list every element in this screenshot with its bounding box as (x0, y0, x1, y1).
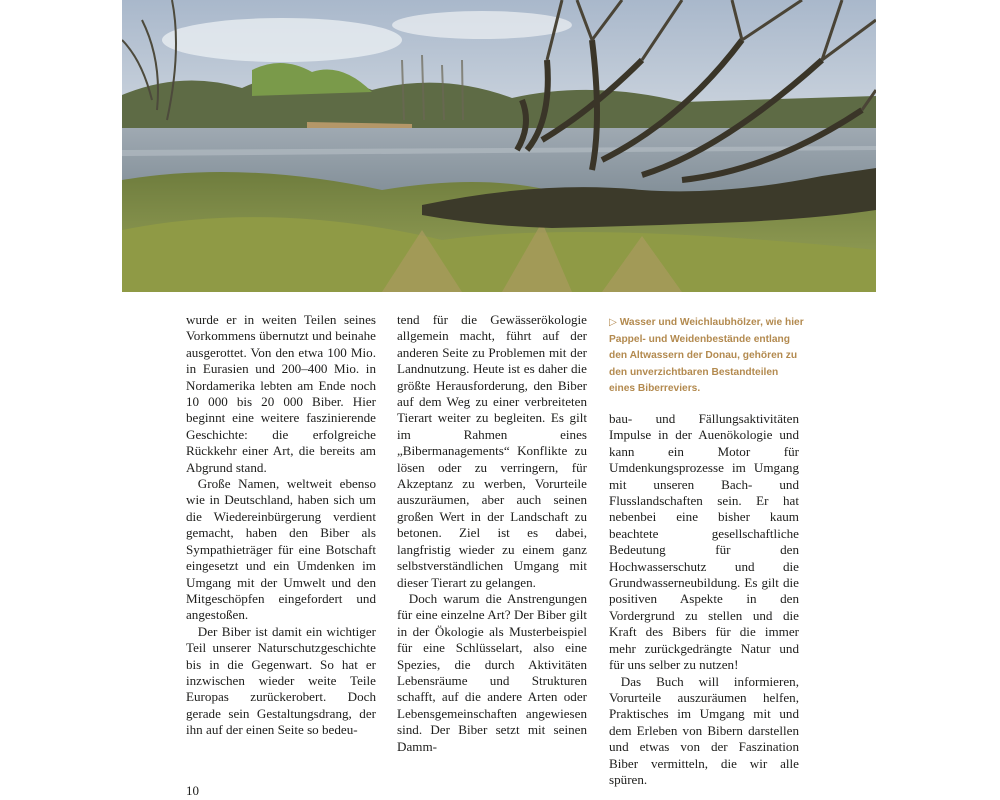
paragraph: Das Buch will informieren, Vorurteile auszuräumen helfen, Praktisches im Umgang mit und dem Erleben von Bibern darstellen und etwas von der Faszination Biber vermitteln, die wir alle spüren. (609, 673, 799, 787)
photo-caption (609, 315, 804, 398)
text-column-2 (397, 312, 587, 755)
landscape-illustration (122, 0, 876, 292)
caption-marker-icon: ▷ (609, 317, 617, 328)
paragraph: wurde er in weiten Teilen seines Vorkommens übernutzt und beinahe ausgerottet. Von den etwa 100 Mio. in Eurasien und 200–400 Mio. in Nordamerika lebten am Ende noch 10 000 bis 20 000 Biber. Hier beginnt eine weitere faszinierende Geschichte: die erfolgreiche Rückkehr einer Art, die bereits am Abgrund stand. (186, 312, 376, 475)
paragraph: Große Namen, weltweit ebenso wie in Deutschland, haben sich um die Wiedereinbürgerung verdient gemacht, haben den Biber als Sympathieträger für eine Botschaft eingesetzt und ein Umdenken im Umgang mit der Umwelt und den Mitgeschöpfen eingefordert und angestoßen. (186, 476, 376, 623)
paragraph: Der Biber ist damit ein wichtiger Teil unserer Naturschutzgeschichte bis in die Gegenwart. So hat er inzwischen wieder weite Teile Europas zurückerobert. Doch gerade sein Gestaltungsdrang, der ihn auf der einen Seite so bedeu- (186, 623, 376, 738)
paragraph: bau- und Fällungsaktivitäten Impulse in der Auenökologie und kann ein Motor für Umdenkungsprozesse im Umgang mit unseren Bach- und Flusslandschaften sein. Er hat nebenbei eine bisher kaum beachtete gesellschaftliche Bedeutung für den Hochwasserschutz und die Grundwasserneubildung. Es gilt die positiven Aspekte in den Vordergrund zu stellen und die Kraft des Bibers für die immer mehr zurückgedrängte Natur und für uns selber zu nutzen! (609, 411, 799, 673)
paragraph: tend für die Gewässerökologie allgemein macht, führt auf der anderen Seite zu Problemen mit der Landnutzung. Heute ist es daher die größte Herausforderung, den Biber auf dem Weg zu einer verbreiteten Tierart weiter zu begleiten. Es gilt im Rahmen eines „Bibermanagements“ Konflikte zu lösen oder zu verringern, für Akzeptanz zu werben, Vorurteile auszuräumen, aber auch seinen großen Wert in der Landschaft zu betonen. Ziel ist es dabei, langfristig wieder zu einem ganz selbstverständlichen Umgang mit dieser Tierart zu gelangen. (397, 312, 587, 590)
paragraph: Doch warum die Anstrengungen für eine einzelne Art? Der Biber gilt in der Ökologie als Musterbeispiel für eine Schlüsselart, also eine Spezies, die durch Aktivitäten Lebensräume und Strukturen schafft, auf die andere Arten oder Lebensgemeinschaften angewiesen sind. Der Biber setzt mit seinen Damm- (397, 590, 587, 754)
page-number: 10 (186, 783, 199, 798)
caption-text: Wasser und Weichlaubhölzer, wie hier Pappel- und Weidenbestände entlang den Altwassern der Donau, gehören zu den unverzichtbaren Bestandteilen eines Biberreviers. (609, 317, 804, 395)
text-column-3 (609, 411, 799, 788)
landscape-photo (122, 0, 876, 292)
text-column-1 (186, 312, 376, 739)
